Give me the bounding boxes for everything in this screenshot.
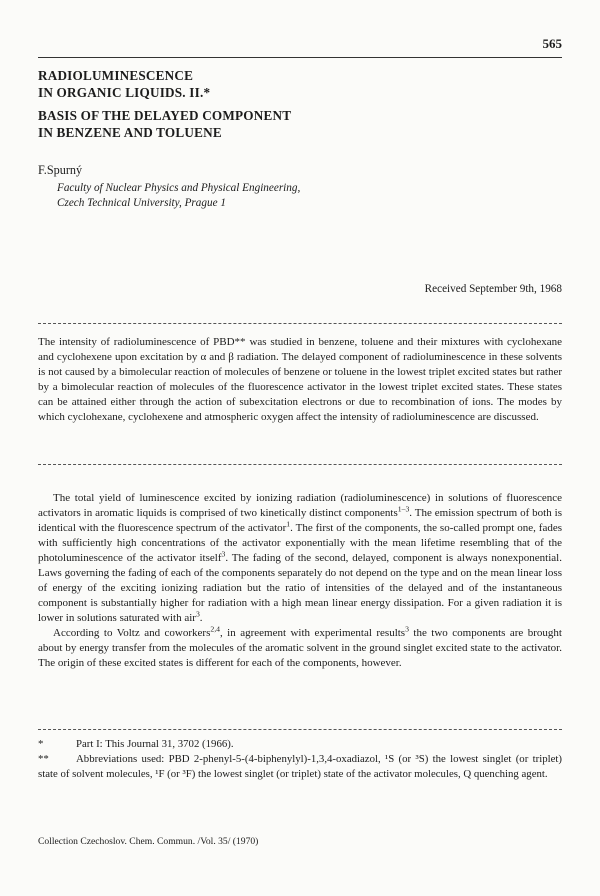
subtitle-line: IN BENZENE AND TOLUENE [38,125,222,140]
subtitle-line: BASIS OF THE DELAYED COMPONENT [38,108,292,123]
body-paragraph: The total yield of luminescence excited by ionizing radiation (radioluminescence) in solutions of fluorescence activators in aromatic liquids is comprised of two kinetically distinct components$^{1-3}$. The emission spectrum of both is identical with the fluorescence spectrum of the activator$^1$. The first of the components, the so-called prompt one, fades with sufficiently high concentrations of the activator exponentially with the mean lifetime resembling that of the photoluminescence of the activator itself$^3$. The fading of the second, delayed, component is always nonexponential. Laws governing the fading of each of the components separately do not depend on the type and on the mean linear loss of energy of the exciting ionizing radiation but the ratio of intensities of the delayed and of the instantaneous component is substantially higher for radiation with a high mean linear energy dissipation. For a given radiation it is lower in solutions saturated with air$^3$. [38,492,562,624]
journal-footer: Collection Czechoslov. Chem. Commun. /Vol. 35/ (1970) [38,836,259,847]
article-title [38,67,291,141]
header-rule [38,57,562,58]
title-line: RADIOLUMINESCENCE [38,68,194,83]
abstract-bottom-rule [38,464,562,465]
affiliation-line: Czech Technical University, Prague 1 [57,197,226,209]
body-paragraph: According to Voltz and coworkers$^{2,4}$, in agreement with experimental results$^3$ the two components are brought about by energy transfer from the molecules of the aromatic solvent in the ground singlet excited state to the activator. The origin of these excited states is different for each of the components, however. [38,624,562,669]
footnote: * Part I: This Journal 31, 3702 (1966). [38,738,234,750]
footnote: ** Abbreviations used: PBD 2-phenyl-5-(4-biphenylyl)-1,3,4-oxadiazol, ¹S (or ³S) the lowest singlet (or triplet) state of solvent molecules, ¹F (or ³F) the lowest singlet (or triplet) state of the activator molecules, Q quenching agent. [38,753,562,780]
footnote-rule [38,729,562,730]
abstract-top-rule [38,323,562,324]
article-body [38,491,562,671]
abstract-text: The intensity of radioluminescence of PBD** was studied in benzene, toluene and their mixtures with cyclohexane and cyclohexene upon excitation by α and β radiation. The delayed component of radioluminescence in these solvents is not caused by a bimolecular reaction of molecules of benzene or toluene in the lowest triplet excited states but rather by a bimolecular reaction of molecules of the fluorescence activator in the lowest triplet excited states. These states can be attained either through the action of subexcitation electrons or due to recombination of ions. The modes by which cyclohexane, cyclohexene and atmospheric oxygen affect the intensity of radioluminescence are discussed. [38,336,562,423]
footnotes [38,737,562,782]
author-name: F.Spurný [38,163,83,177]
affiliation-line: Faculty of Nuclear Physics and Physical Engineering, [57,182,301,194]
title-line: IN ORGANIC LIQUIDS. II.* [38,85,211,100]
received-date: Received September 9th, 1968 [424,283,562,295]
author-affiliation [57,181,300,211]
page-number: 565 [542,36,562,51]
